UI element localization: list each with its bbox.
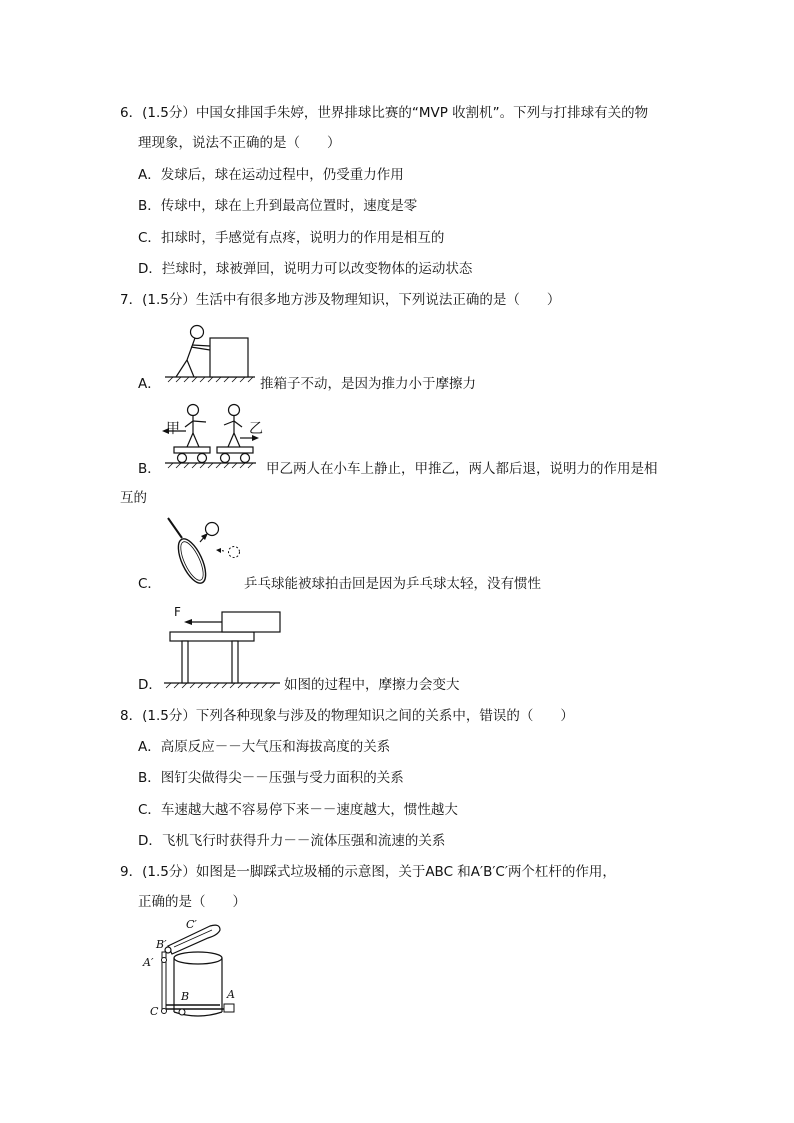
q8-stem: 8．(1.5分）下列各种现象与涉及的物理知识之间的关系中，错误的（ ）: [120, 708, 574, 724]
label-c: C: [150, 1005, 159, 1018]
label-a: A: [227, 988, 235, 1001]
paddle-figure: [166, 516, 246, 584]
q6-stem-line1: 6．(1.5分）中国女排国手朱婷，世界排球比赛的“MVP 收割机”。下列与打排球有关的物: [120, 105, 649, 121]
q7-option-d-text: 如图的过程中，摩擦力会变大: [284, 677, 460, 693]
label-b: B: [181, 990, 190, 1003]
push-box-figure: [160, 320, 260, 382]
q8-option-d: D．飞机飞行时获得升力－－流体压强和流速的关系: [138, 833, 446, 849]
q8-option-a: A．高原反应－－大气压和海拔高度的关系: [138, 739, 391, 755]
q7-option-b-text-cont: 互的: [120, 490, 147, 506]
q8-option-c: C．车速越大越不容易停下来－－速度越大，惯性越大: [138, 802, 458, 818]
q6-stem-line2: 理现象，说法不正确的是（ ）: [138, 135, 341, 151]
q9-stem-line2: 正确的是（ ）: [138, 894, 246, 910]
q6-option-a: A．发球后，球在运动过程中，仍受重力作用: [138, 167, 404, 183]
q7-option-c-label: C．: [138, 576, 161, 592]
q8-option-b: B．图钉尖做得尖－－压强与受力面积的关系: [138, 770, 404, 786]
q7-option-a-text: 推箱子不动，是因为推力小于摩擦力: [260, 376, 476, 392]
q7-stem: 7．(1.5分）生活中有很多地方涉及物理知识，下列说法正确的是（ ）: [120, 292, 561, 308]
label-jia: 甲: [166, 421, 180, 437]
q7-option-c-text: 乒乓球能被球拍击回是因为乒乓球太轻，没有惯性: [244, 576, 541, 592]
q6-option-d: D．拦球时，球被弹回，说明力可以改变物体的运动状态: [138, 261, 473, 277]
q7-option-b-text: 甲乙两人在小车上静止，甲推乙，两人都后退，说明力的作用是相: [266, 461, 658, 477]
force-label: F: [174, 605, 181, 619]
label-yi: 乙: [249, 421, 263, 437]
label-a-prime: A′: [143, 956, 154, 969]
q7-option-b-label: B．: [138, 461, 161, 477]
label-b-prime: B′: [156, 938, 167, 951]
q6-option-b: B．传球中，球在上升到最高位置时，速度是零: [138, 198, 418, 214]
q7-option-a-label: A．: [138, 376, 161, 392]
q9-stem-line1: 9．(1.5分）如图是一脚踩式垃圾桶的示意图，关于ABC 和A′B′C′两个杠杆的作用，: [120, 864, 616, 880]
label-c-prime: C′: [186, 918, 197, 931]
q7-option-d-label: D．: [138, 677, 162, 693]
q6-option-c: C．扣球时，手感觉有点疼，说明力的作用是相互的: [138, 230, 445, 246]
